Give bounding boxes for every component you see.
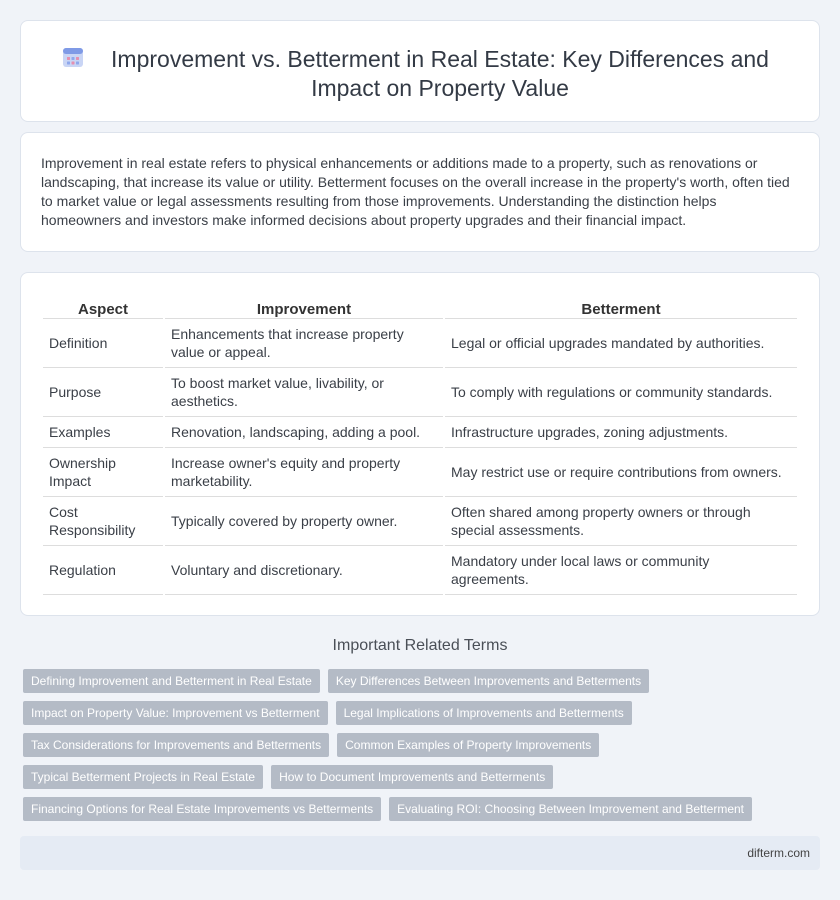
table-cell-betterment: Legal or official upgrades mandated by authorities. [445, 319, 797, 368]
header-card [20, 20, 820, 122]
intro-paragraph: Improvement in real estate refers to physical enhancements or additions made to a property, such as renovations or landscaping, that increase its value or utility. Betterment focuses on the overall increase in the property's worth, often tied to market value or legal assessments resulting from those improvements. Understanding the distinction helps homeowners and investors make informed decisions about property upgrades and their financial impact. [41, 155, 790, 228]
footer [20, 836, 820, 870]
related-term-tag[interactable]: Key Differences Between Improvements and Betterments [328, 669, 649, 693]
table-row [43, 368, 797, 417]
comparison-table-card [20, 272, 820, 616]
table-cell-improvement: Typically covered by property owner. [165, 497, 443, 546]
table-cell-improvement: Voluntary and discretionary. [165, 546, 443, 595]
table-cell-aspect: Purpose [43, 368, 163, 417]
table-cell-betterment: Often shared among property owners or through special assessments. [445, 497, 797, 546]
table-cell-aspect: Examples [43, 417, 163, 448]
table-cell-aspect: Cost Responsibility [43, 497, 163, 546]
footer-site-link[interactable]: difterm.com [747, 846, 810, 860]
related-term-tag[interactable]: How to Document Improvements and Betterments [271, 765, 553, 789]
table-cell-aspect: Definition [43, 319, 163, 368]
table-row [43, 497, 797, 546]
tag-row [23, 765, 813, 789]
column-header-aspect: Aspect [43, 297, 163, 319]
table-cell-improvement: Increase owner's equity and property marketability. [165, 448, 443, 497]
table-cell-aspect: Regulation [43, 546, 163, 595]
table-row [43, 448, 797, 497]
table-row [43, 417, 797, 448]
table-cell-betterment: Infrastructure upgrades, zoning adjustments. [445, 417, 797, 448]
tag-row [23, 701, 813, 725]
related-term-tag[interactable]: Financing Options for Real Estate Improvements vs Betterments [23, 797, 381, 821]
related-terms-title: Important Related Terms [332, 637, 508, 654]
table-header-row [43, 297, 797, 319]
table-cell-improvement: Enhancements that increase property value or appeal. [165, 319, 443, 368]
tag-row [23, 797, 813, 821]
related-term-tag[interactable]: Legal Implications of Improvements and Betterments [336, 701, 632, 725]
table-cell-betterment: May restrict use or require contributions from owners. [445, 448, 797, 497]
related-term-tag[interactable]: Typical Betterment Projects in Real Estate [23, 765, 263, 789]
table-row [43, 319, 797, 368]
intro-card [20, 132, 820, 252]
related-term-tag[interactable]: Common Examples of Property Improvements [337, 733, 599, 757]
table-row [43, 546, 797, 595]
table-cell-aspect: Ownership Impact [43, 448, 163, 497]
table-cell-betterment: Mandatory under local laws or community agreements. [445, 546, 797, 595]
related-term-tag[interactable]: Defining Improvement and Betterment in Real Estate [23, 669, 320, 693]
column-header-improvement: Improvement [165, 297, 443, 319]
comparison-table [41, 297, 799, 595]
column-header-betterment: Betterment [445, 297, 797, 319]
table-cell-improvement: To boost market value, livability, or aesthetics. [165, 368, 443, 417]
table-cell-improvement: Renovation, landscaping, adding a pool. [165, 417, 443, 448]
related-term-tag[interactable]: Evaluating ROI: Choosing Between Improvement and Betterment [389, 797, 752, 821]
tag-row [23, 733, 813, 757]
table-cell-betterment: To comply with regulations or community standards. [445, 368, 797, 417]
page-title: Improvement vs. Betterment in Real Estate: Key Differences and Impact on Property Value [111, 46, 769, 101]
related-term-tag[interactable]: Impact on Property Value: Improvement vs Betterment [23, 701, 328, 725]
related-terms-list [23, 669, 813, 829]
related-term-tag[interactable]: Tax Considerations for Improvements and Betterments [23, 733, 329, 757]
tag-row [23, 669, 813, 693]
